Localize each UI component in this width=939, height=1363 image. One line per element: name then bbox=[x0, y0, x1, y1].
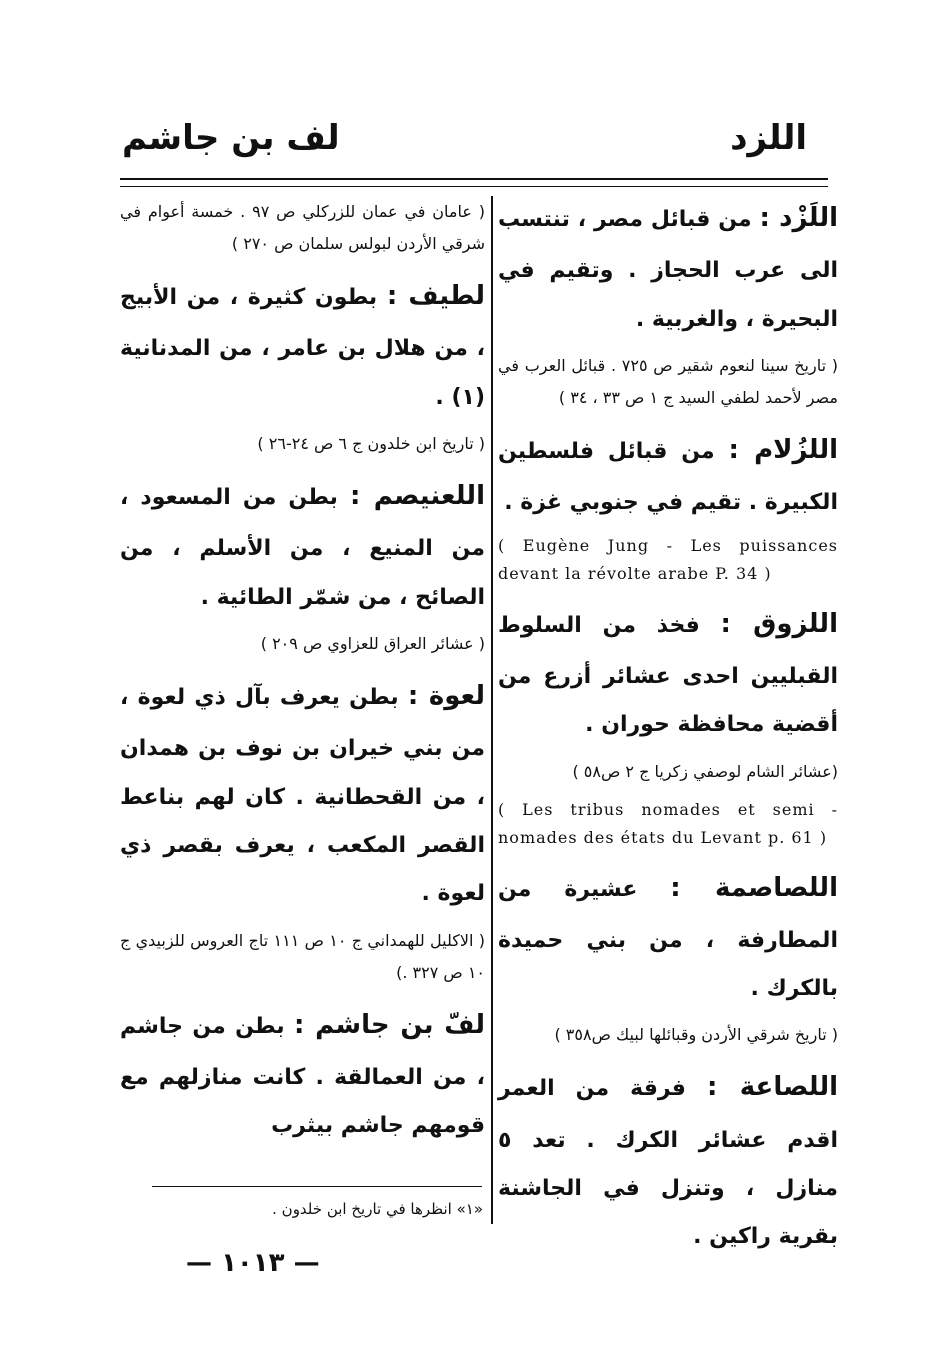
left-column bbox=[120, 190, 485, 1151]
entry-reference-french: ( Eugène Jung - Les puissances devant la révolte arabe P. 34 ) bbox=[498, 535, 838, 583]
entry-latif bbox=[120, 268, 485, 422]
entry-headword: اللزوق : bbox=[720, 608, 838, 639]
page-number: — ١٠١٣ — bbox=[186, 1248, 320, 1278]
entry-headword: لعوة : bbox=[407, 680, 485, 711]
right-column bbox=[498, 190, 838, 1262]
entry-reference: ( عشائر العراق للعزاوي ص ٢٠٩ ) bbox=[260, 633, 485, 653]
entry-text: من قبائل فلسطين الكبيرة . تقيم في جنوبي غزة . bbox=[498, 438, 838, 516]
entry-headword: لفّ بن جاشم : bbox=[294, 1009, 485, 1040]
entry-laff-bin-jashim bbox=[120, 997, 485, 1151]
entry-reference: ( تاريخ سينا لنعوم شقير ص ٧٢٥ . قبائل العرب في مصر لأحمد لطفي السيد ج ١ ص ٣٣ ، ٣٤ ) bbox=[498, 355, 838, 407]
entry-allasaa bbox=[498, 1059, 838, 1261]
entry-headword: اللصاعة : bbox=[706, 1072, 838, 1103]
entry-text: بطن من المسعود ، من المنيع ، من الأسلم ، من الصائح ، من شمّر الطائية . bbox=[120, 484, 485, 610]
entry-text: بطون كثيرة ، من الأبيج ، من هلال بن عامر ، من المدنانية (١) . bbox=[120, 285, 485, 410]
column-divider bbox=[491, 196, 493, 1224]
entry-reference: (عشائر الشام لوصفي زكريا ج ٢ ص٥٨ ) bbox=[572, 761, 838, 781]
header-rule-thin bbox=[120, 186, 828, 187]
entry-reference-french: ( Les tribus nomades et semi - nomades des états du Levant p. 61 ) bbox=[498, 799, 838, 847]
entry-allazuq bbox=[498, 596, 838, 750]
entry-allanisam bbox=[120, 468, 485, 622]
continued-reference: ( عامان في عمان للزركلي ص ٩٧ . خمسة أعوام في شرقي الأردن لبولس سلمان ص ٢٧٠ ) bbox=[120, 202, 485, 253]
entry-allazlam bbox=[498, 422, 838, 528]
entry-allasasima bbox=[498, 860, 838, 1014]
header-rule bbox=[120, 178, 828, 180]
running-header-left: لف بن جاشم bbox=[122, 118, 340, 158]
entry-text: بطن من جاشم ، من العمالقة . كانت منازلهم مع قومهم جاشم بيثرب bbox=[120, 1013, 485, 1139]
entry-reference: ( الاكليل للهمداني ج ١٠ ص ١١١ تاج العروس للزبيدي ج ١٠ ص ٣٢٧ .) bbox=[120, 930, 486, 982]
entry-lawa bbox=[120, 668, 485, 919]
entry-text: فخذ من السلوط القبليين احدى عشائر أزرع من أقضية محافظة حوران . bbox=[498, 612, 838, 738]
entry-headword: اللَزْد : bbox=[759, 203, 838, 233]
entry-text: بطن يعرف بآل ذي لعوة ، من بني خيران بن نوف بن همدان ، من القحطانية . كان لهم بناعط القصر المكعب ، يعرف بقصر ذي لعوة . bbox=[120, 684, 485, 907]
footnote-rule bbox=[152, 1186, 482, 1187]
entry-headword: اللصاصمة : bbox=[670, 872, 838, 903]
entry-text: من قبائل مصر ، تنتسب الى عرب الحجاز . وتقيم في البحيرة ، والغربية . bbox=[498, 207, 838, 332]
entry-text: فرقة من العمر اقدم عشائر الكرك . تعد ٥ منازل ، وتنزل في الجاشنة بقرية راكين . bbox=[498, 1076, 838, 1250]
entry-reference: ( تاريخ شرقي الأردن وقبائلها لبيك ص٣٥٨ ) bbox=[554, 1025, 838, 1045]
entry-text: عشيرة من المطارفة ، من بني حميدة بالكرك . bbox=[498, 876, 838, 1002]
footnote: «١» انظرها في تاريخ ابن خلدون . bbox=[272, 1200, 483, 1218]
entry-headword: اللزُلام : bbox=[728, 434, 838, 465]
entry-headword: لطيف : bbox=[386, 281, 486, 311]
entry-headword: اللعنيصم : bbox=[349, 480, 485, 511]
entry-reference: ( تاريخ ابن خلدون ج ٦ ص ٢٤-٢٦ ) bbox=[257, 433, 485, 453]
running-header-right: اللزد bbox=[730, 118, 807, 158]
entry-allazd bbox=[498, 190, 838, 344]
